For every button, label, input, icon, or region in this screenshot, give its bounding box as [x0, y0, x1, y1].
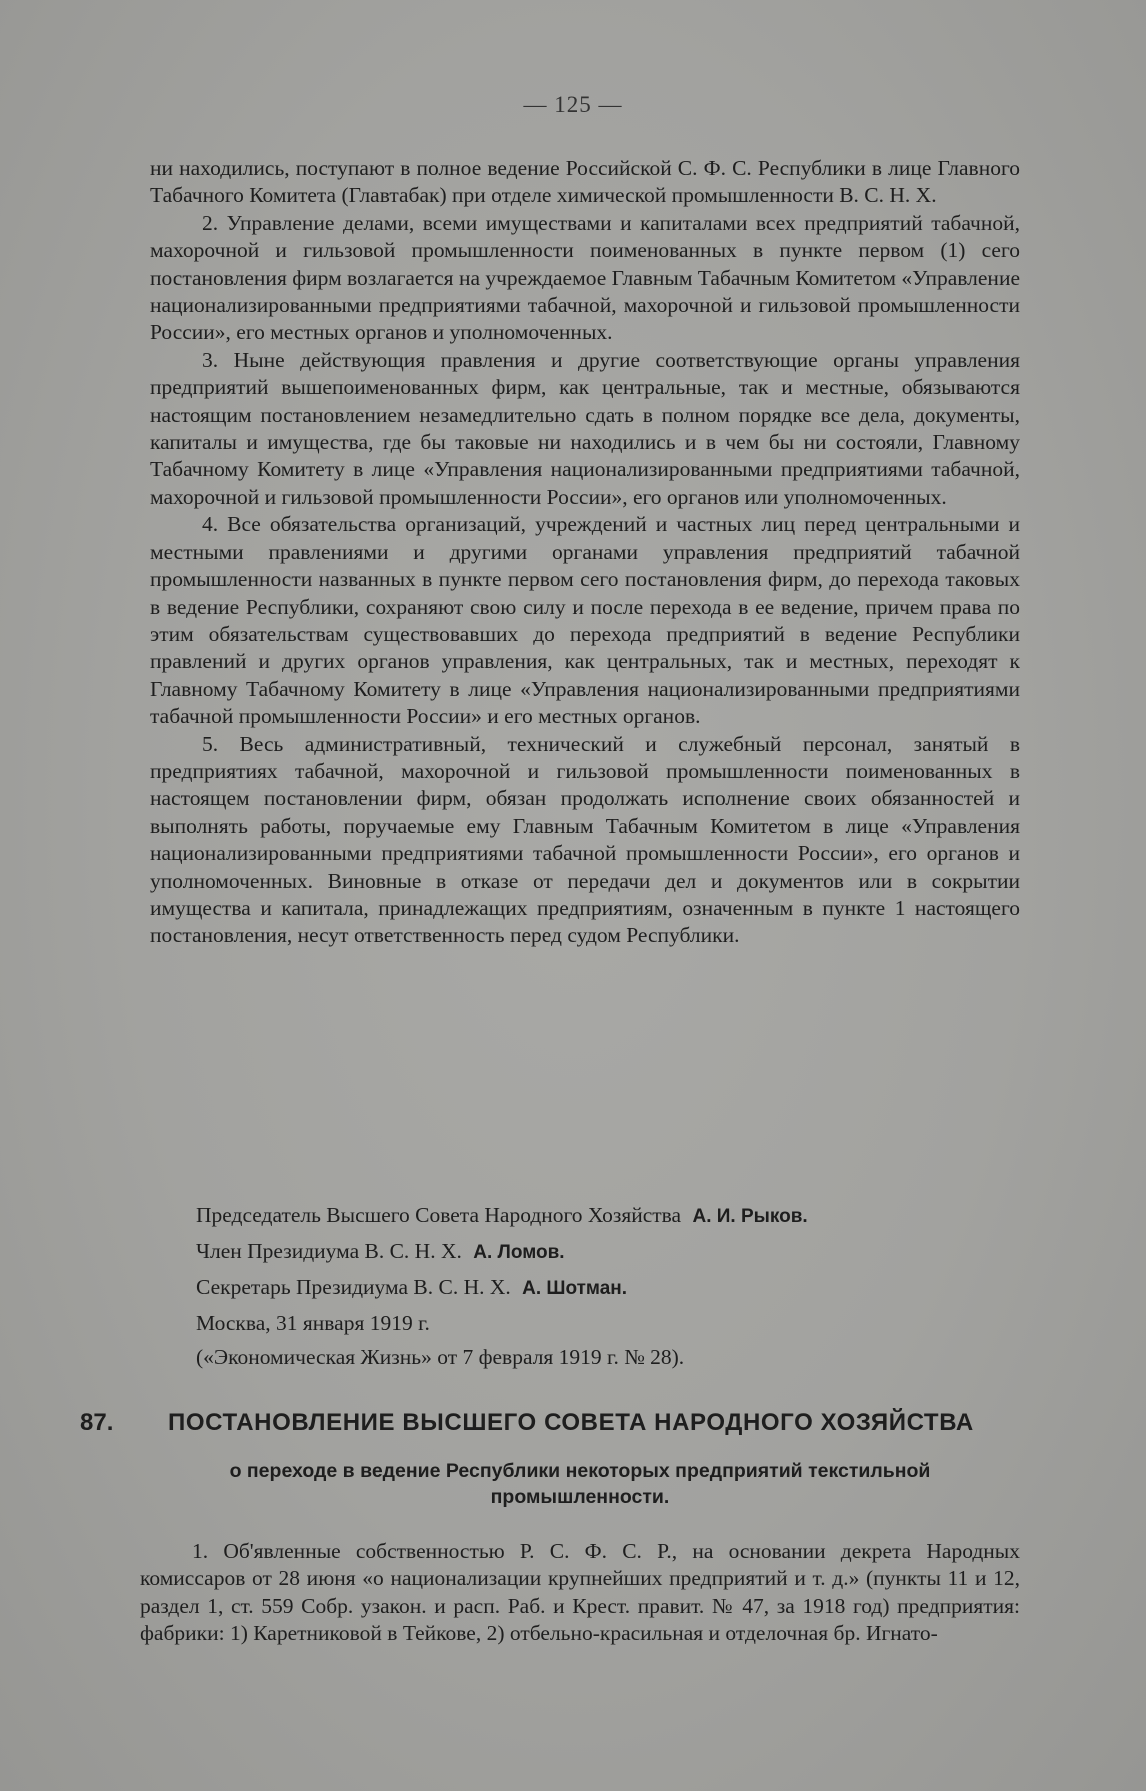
- signature-name: А. Шотман.: [522, 1278, 628, 1299]
- signature-member: [196, 1234, 1016, 1270]
- signature-secretary: [196, 1270, 1016, 1306]
- signature-name: А. Ломов.: [473, 1242, 565, 1263]
- signature-block: [196, 1198, 1016, 1374]
- signature-chairman: [196, 1198, 1016, 1234]
- paragraph-5: 5. Весь административный, технический и служебный персонал, занятый в предприятиях табачной, махорочной и гильзовой промышленности поименованных в настоящем постановлении фирм, обязан продолжать исполнение своих обязанностей и выполнять работы, поручаемые ему Главным Табачным Комитетом в лице «Управления национализированными предприятиями табачной промышленности России», его органов и уполномоченных. Виновные в отказе от передачи дел и документов или в сокрытии имущества и капитала, принадлежащих предприятиям, означенным в пункте 1 настоящего постановления, несут ответственность перед судом Республики.: [150, 731, 1020, 948]
- section-body-text: [140, 1538, 1020, 1648]
- section-number: 87.: [80, 1409, 114, 1436]
- section-title: ПОСТАНОВЛЕНИЕ ВЫСШЕГО СОВЕТА НАРОДНОГО ХОЗЯЙСТВА: [168, 1409, 974, 1436]
- signature-role: Председатель Высшего Совета Народного Хозяйства: [196, 1203, 682, 1227]
- signature-role: Секретарь Президиума В. С. Н. Х.: [196, 1275, 511, 1299]
- paragraph-4: 4. Все обязательства организаций, учреждений и частных лиц перед центральными и местными правлениями и другими органами управления предприятий табачной промышленности названных в пункте первом сего постановления фирм, до перехода таковых в ведение Республики, сохраняют свою силу и после перехода в ее ведение, причем права по этим обязательствам существовавших до перехода предприятий в ведение Республики правлений и других органов управления, как центральных, так и местных, переходят к Главному Табачному Комитету в лице «Управления национализированными предприятиями табачной промышленности России» и его местных органов.: [150, 512, 1020, 729]
- paragraph-3: 3. Ныне действующия правления и другие соответствующие органы управления предприятий вышепоименованных фирм, как центральные, так и местные, обязываются настоящим постановлением незамедлительно сдать в полном порядке все дела, документы, капиталы и имущества, где бы таковые ни находились и в чем бы ни состояли, Главному Табачному Комитету в лице «Управления национализированными предприятиями табачной, махорочной и гильзовой промышленности России», его органов или уполномоченных.: [150, 347, 1020, 509]
- paragraph-2: 2. Управление делами, всеми имуществами и капиталами всех предприятий табачной, махорочной и гильзовой промышленности поименованных в пункте первом (1) сего постановления фирм возлагается на учреждаемое Главным Табачным Комитетом «Управление национализированными предприятиями табачной, махорочной и гильзовой промышленности России», его местных органов и уполномоченных.: [150, 210, 1020, 345]
- decree-body-text: [150, 155, 1020, 950]
- signature-name: А. И. Рыков.: [692, 1206, 808, 1227]
- signature-role: Член Президиума В. С. Н. Х.: [196, 1239, 462, 1263]
- paragraph-1-continued: ни находились, поступают в полное ведение Российской С. Ф. С. Республики в лице Главного Табачного Комитета (Главтабак) при отделе химической промышленности В. С. Н. Х.: [150, 156, 1020, 208]
- section-paragraph-1: 1. Об'явленные собственностью Р. С. Ф. С. Р., на основании декрета Народных комиссаров от 28 июня «о национализации крупнейших предприятий и т. д.» (пункты 11 и 12, раздел 1, ст. 559 Собр. узакон. и расп. Раб. и Крест. правит. № 47, за 1918 год) предприятия: фабрики: 1) Каретниковой в Тейкове, 2) отбельно-красильная и отделочная бр. Игнато-: [140, 1539, 1020, 1646]
- source-citation: («Экономическая Жизнь» от 7 февраля 1919 г. № 28).: [196, 1345, 685, 1369]
- place-and-date: Москва, 31 января 1919 г.: [196, 1311, 430, 1335]
- page-number: — 125 —: [523, 92, 623, 117]
- section-subtitle: о переходе в ведение Республики некоторых предприятий текстильной промышленности.: [229, 1460, 931, 1508]
